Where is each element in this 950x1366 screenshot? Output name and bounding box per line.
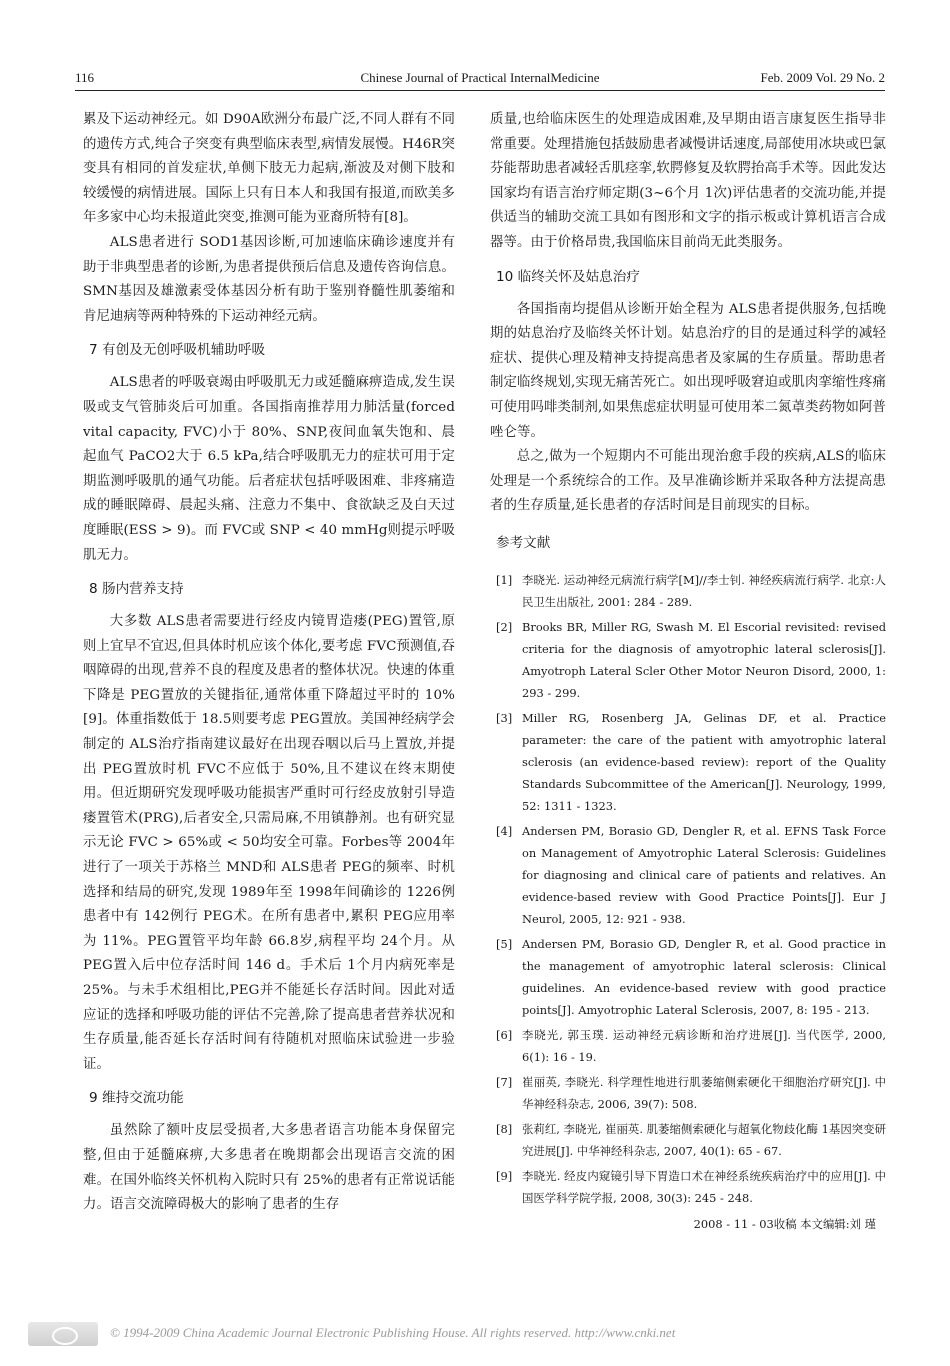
- reference-text: 崔丽英, 李晓光. 科学理性地进行肌萎缩侧索硬化干细胞治疗研究[J]. 中华神经科杂志, 2006, 39(7): 508.: [522, 1074, 886, 1111]
- reference-item: [490, 569, 886, 613]
- right-column: [490, 108, 886, 1235]
- reference-item: [490, 1165, 886, 1209]
- reference-number: [7]: [496, 1074, 513, 1089]
- reference-text: Andersen PM, Borasio GD, Dengler R, et al. Good practice in the management of amyotrophic lateral sclerosis: Clinical guidelines. An evidence-based review with good practice points[J]. Amyotrophic Lateral Sclerosis, 2007, 8: 195 - 213.: [522, 936, 886, 1017]
- paragraph: 虽然除了额叶皮层受损者,大多患者语言功能本身保留完整,但由于延髓麻痹,大多患者在晚期都会出现语言交流的困难。在国外临终关怀机构入院时只有 25%的患者有正常说话能力。语言交流障碍极大的影响了患者的生存: [83, 1123, 455, 1213]
- reference-number: [6]: [496, 1027, 513, 1042]
- reference-number: [2]: [496, 619, 513, 634]
- copyright-text: © 1994-2009 China Academic Journal Electronic Publishing House. All rights reserved. http://www.cnki.net: [110, 1325, 676, 1340]
- reference-item: [490, 933, 886, 1021]
- section-heading: 7 有创及无创呼吸机辅助呼吸: [89, 342, 266, 359]
- reference-item: [490, 1024, 886, 1068]
- paragraph: ALS患者进行 SOD1基因诊断,可加速临床确诊速度并有助于非典型患者的诊断,为患者提供预后信息及遗传咨询信息。SMN基因及雄激素受体基因分析有助于鉴别脊髓性肌萎缩和肯尼迪病等两种特殊的下运动神经元病。: [83, 234, 455, 324]
- paragraph: 各国指南均提倡从诊断开始全程为 ALS患者提供服务,包括晚期的姑息治疗及临终关怀计划。姑息治疗的目的是通过科学的减轻症状、提供心理及精神支持提高患者及家属的生存质量。帮助患者制定临终规划,实现无痛苦死亡。如出现呼吸窘迫或肌肉挛缩性疼痛可使用吗啡类制剂,如果焦虑症状明显可使用苯二氮䓬类药物如阿普唑仑等。: [490, 301, 886, 440]
- reference-text: 李晓光. 运动神经元病流行病学[M]//李士钊. 神经疾病流行病学. 北京:人民卫生出版社, 2001: 284 - 289.: [522, 572, 886, 609]
- reference-number: [5]: [496, 936, 513, 951]
- section-heading: 8 肠内营养支持: [89, 581, 184, 598]
- section-heading: 9 维持交流功能: [89, 1090, 184, 1107]
- paragraph: 累及下运动神经元。如 D90A欧洲分布最广泛,不同人群有不同的遗传方式,纯合子突变有典型临床表型,病情发展慢。H46R突变具有相同的首发症状,单侧下肢无力起病,渐波及对侧下肢和较缓慢的病情进展。国际上只有日本人和我国有报道,而欧美多年多家中心均未报道此突变,推测可能为亚裔所特有[8]。: [83, 112, 455, 226]
- page-number: 116: [75, 70, 95, 85]
- copyright-footer: [28, 1322, 908, 1348]
- reference-number: [9]: [496, 1168, 513, 1183]
- received-date-editor: 2008 - 11 - 03收稿 本文编辑:刘 瑾: [693, 1216, 876, 1231]
- paragraph: 质量,也给临床医生的处理造成困难,及早期由语言康复医生指导非常重要。处理措施包括鼓励患者减慢讲话速度,局部使用冰块或巴氯芬能帮助患者减轻舌肌痉挛,软腭修复及软腭抬高手术等。因此发达国家均有语言治疗师定期(3~6个月 1次)评估患者的交流功能,并提供适当的辅助交流工具如有图形和文字的指示板或计算机语言合成器等。由于价格昂贵,我国临床目前尚无此类服务。: [490, 112, 886, 250]
- reference-list: [490, 569, 886, 1209]
- reference-number: [4]: [496, 823, 513, 838]
- running-header: [75, 68, 885, 91]
- reference-text: 李晓光, 郭玉璞. 运动神经元病诊断和治疗进展[J]. 当代医学, 2000, 6(1): 16 - 19.: [522, 1027, 886, 1064]
- paragraph: 总之,做为一个短期内不可能出现治愈手段的疾病,ALS的临床处理是一个系统综合的工作。及早准确诊断并采取各种方法提高患者的生存质量,延长患者的存活时间是目前现实的目标。: [490, 449, 886, 514]
- reference-text: 张莉红, 李晓光, 崔丽英. 肌萎缩侧索硬化与超氧化物歧化酶 1基因突变研究进展[J]. 中华神经科杂志, 2007, 40(1): 65 - 67.: [522, 1121, 886, 1158]
- paragraph: 大多数 ALS患者需要进行经皮内镜胃造瘘(PEG)置管,原则上宜早不宜迟,但具体时机应该个体化,要考虑 FVC预测值,吞咽障碍的出现,营养不良的程度及患者的整体状况。快速的体重下降是 PEG置放的关键指征,通常体重下降超过平时的 10%[9]。体重指数低于 18.5则要考虑 PEG置放。美国神经病学会制定的 ALS治疗指南建议最好在出现吞咽以后马上置放,并提出 PEG置放时机 FVC不应低于 50%,且不建议在终末期使用。但近期研究发现呼吸功能损害严重时可行经皮放射引导造瘘置管术(PRG),后者安全,只需局麻,不用镇静剂。也有研究显示无论 FVC > 65%或 < 50均安全可靠。Forbes等 2004年进行了一项关于苏格兰 MND和 ALS患者 PEG的频率、时机选择和结局的研究,发现 1989年至 1998年间确诊的 1226例患者中有 142例行 PEG术。在所有患者中,累积 PEG应用率为 11%。PEG置管平均年龄 66.8岁,病程平均 24个月。从 PEG置入后中位存活时间 146 d。手术后 1个月内病死率是 25%。与未手术组相比,PEG并不能延长存活时间。因此对适应证的选择和呼吸功能的评估不完善,除了提高患者营养状况和生存质量,能否延长存活时间有待随机对照临床试验进一步验证。: [83, 614, 455, 1072]
- reference-item: [490, 820, 886, 930]
- left-column: [83, 108, 455, 1218]
- reference-text: 李晓光. 经皮内窥镜引导下胃造口术在神经系统疾病治疗中的应用[J]. 中国医学科学院学报, 2008, 30(3): 245 - 248.: [522, 1168, 886, 1205]
- reference-item: [490, 1118, 886, 1162]
- issue-info: Feb. 2009 Vol. 29 No. 2: [760, 70, 885, 85]
- journal-title: Chinese Journal of Practical InternalMedicine: [360, 70, 600, 85]
- reference-text: Brooks BR, Miller RG, Swash M. El Escorial revisited: revised criteria for the diagnosis of amyotrophic lateral sclerosis[J]. Amyotroph Lateral Scler Other Motor Neuron Disord, 2000, 1: 293 - 299.: [522, 619, 886, 700]
- cnki-logo-icon: [28, 1322, 98, 1346]
- reference-number: [1]: [496, 572, 513, 587]
- reference-item: [490, 616, 886, 704]
- reference-number: [3]: [496, 710, 513, 725]
- reference-number: [8]: [496, 1121, 513, 1136]
- reference-item: [490, 1071, 886, 1115]
- reference-item: [490, 707, 886, 817]
- section-heading: 10 临终关怀及姑息治疗: [496, 268, 640, 285]
- paragraph: ALS患者的呼吸衰竭由呼吸肌无力或延髓麻痹造成,发生误吸或支气管肺炎后可加重。各国指南推荐用力肺活量(forced vital capacity, FVC)小于 80%、SNP,夜间血氧失饱和、晨起血气 PaCO2大于 6.5 kPa,结合呼吸肌无力的症状可用于定期监测呼吸肌的通气功能。后者症状包括呼吸困难、非疼痛造成的睡眠障碍、晨起头痛、注意力不集中、食欲缺乏及白天过度睡眠(ESS > 9)。而 FVC或 SNP < 40 mmHg则提示呼吸肌无力。: [83, 375, 455, 563]
- reference-text: Andersen PM, Borasio GD, Dengler R, et al. EFNS Task Force on Management of Amyotrophic Lateral Sclerosis: Guidelines for diagnosing and clinical care of patients and relatives. An evidence-based review with Good Practice Points[J]. Eur J Neurol, 2005, 12: 921 - 938.: [522, 823, 886, 926]
- references-heading: 参考文献: [496, 534, 551, 551]
- reference-text: Miller RG, Rosenberg JA, Gelinas DF, et al. Practice parameter: the care of the patient with amyotrophic lateral sclerosis (an evidence-based review): report of the Quality Standards Subcommittee of the American[J]. Neurology, 1999, 52: 1311 - 1323.: [522, 710, 886, 813]
